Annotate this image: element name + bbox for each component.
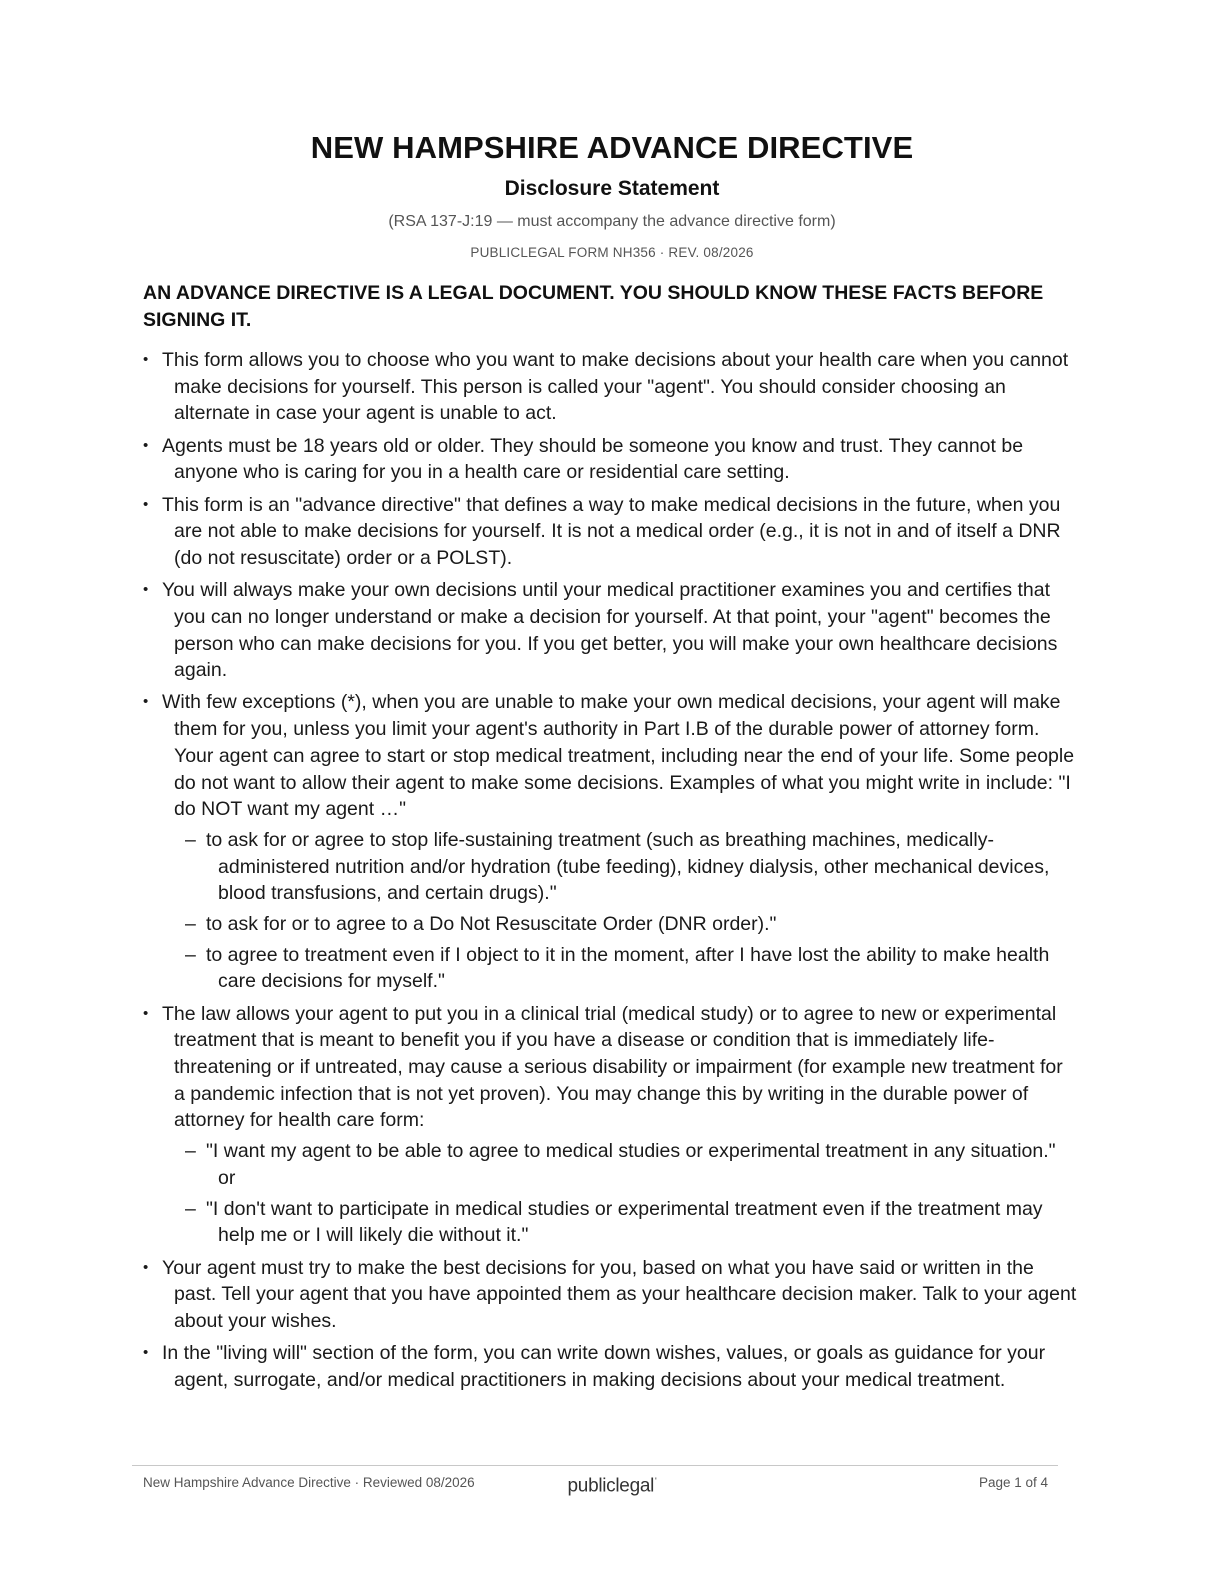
list-item	[143, 1340, 1078, 1393]
list-item	[143, 1255, 1078, 1335]
list-item	[143, 347, 1078, 427]
list-item-text: Agents must be 18 years old or older. They should be someone you know and trust. They cannot be anyone who is caring for you in a health care or residential care setting.	[162, 434, 1024, 484]
sub-list-item: – "I want my agent to be able to agree to medical studies or experimental treatment in any situation." or	[155, 1138, 1078, 1191]
list-item	[143, 577, 1078, 684]
sub-list	[174, 827, 1078, 995]
list-item-text: This form allows you to choose who you want to make decisions about your health care when you cannot make decisions for yourself. This person is called your "agent". You should consider choosing an alternate in case your agent is unable to act.	[162, 349, 1069, 425]
list-item-text: The law allows your agent to put you in a clinical trial (medical study) or to agree to new or experimental treatment that is meant to benefit you if you have a disease or condition that is immediately life-threatening or if untreated, may cause a serious disability or impairment (for example new treatment for a pandemic infection that is not yet proven). You may change this by writing in the durable power of attorney for health care form:	[162, 1002, 1063, 1132]
document-subtitle: Disclosure Statement	[504, 177, 720, 200]
sub-list-item: – to agree to treatment even if I object to it in the moment, after I have lost the ability to make health care decisions for myself."	[155, 942, 1078, 995]
publisher-logo-mark: '	[655, 1476, 657, 1486]
list-item-text: You will always make your own decisions until your medical practitioner examines you and certifies that you can no longer understand or make a decision for yourself. At that point, your "agent" becomes the person who can make decisions for you. If you get better, you will make your own healthcare decisions again.	[162, 579, 1058, 682]
list-item	[143, 492, 1078, 572]
publisher-logo-text: publiclegal	[567, 1475, 655, 1497]
list-item	[143, 1001, 1078, 1249]
sub-list-item: – to ask for or agree to stop life-sustaining treatment (such as breathing machines, medically-administered nutrition and/or hydration (tube feeding), kidney dialysis, other mechanical devices, blood transfusions, and certain drugs)."	[155, 827, 1078, 907]
list-item-text: Your agent must try to make the best decisions for you, based on what you have said or written in the past. Tell your agent that you have appointed them as your healthcare decision maker. Talk to your agent about your wishes.	[162, 1256, 1077, 1332]
statute-reference: (RSA 137-J:19 — must accompany the advance directive form)	[388, 213, 836, 230]
footer-document-info: New Hampshire Advance Directive · Reviewed 08/2026	[143, 1475, 475, 1490]
footer-divider	[132, 1465, 1058, 1466]
list-item-text: With few exceptions (*), when you are unable to make your own medical decisions, your agent will make them for you, unless you limit your agent's authority in Part I.B of the durable power of attorney form. Your agent can agree to start or stop medical treatment, including near the end of your life. Some people do not want to allow their agent to make some decisions. Examples of what you might write in include: "I do NOT want my agent …"	[162, 691, 1075, 821]
list-item-text: This form is an "advance directive" that defines a way to make medical decisions in the future, when you are not able to make decisions for yourself. It is not a medical order (e.g., it is not in and of itself a DNR (do not resuscitate) order or a POLST).	[162, 493, 1061, 569]
document-title: NEW HAMPSHIRE ADVANCE DIRECTIVE	[310, 130, 914, 165]
disclosure-body	[143, 280, 1078, 1399]
sub-list-item: – to ask for or to agree to a Do Not Resuscitate Order (DNR order)."	[155, 911, 1078, 938]
page-number: Page 1 of 4	[978, 1475, 1048, 1490]
sub-list	[174, 1138, 1078, 1249]
list-item	[143, 689, 1078, 995]
lead-statement: AN ADVANCE DIRECTIVE IS A LEGAL DOCUMENT. YOU SHOULD KNOW THESE FACTS BEFORE SIGNING IT.	[143, 282, 1044, 331]
list-item-text: In the "living will" section of the form, you can write down wishes, values, or goals as guidance for your agent, surrogate, and/or medical practitioners in making decisions about your medical treatment.	[162, 1342, 1046, 1391]
sub-list-item: – "I don't want to participate in medical studies or experimental treatment even if the treatment may help me or I will likely die without it."	[155, 1196, 1078, 1249]
disclosure-list	[143, 347, 1078, 1394]
form-number: PUBLICLEGAL FORM NH356 · REV. 08/2026	[470, 245, 754, 260]
list-item	[143, 433, 1078, 486]
document-header	[0, 128, 1224, 262]
